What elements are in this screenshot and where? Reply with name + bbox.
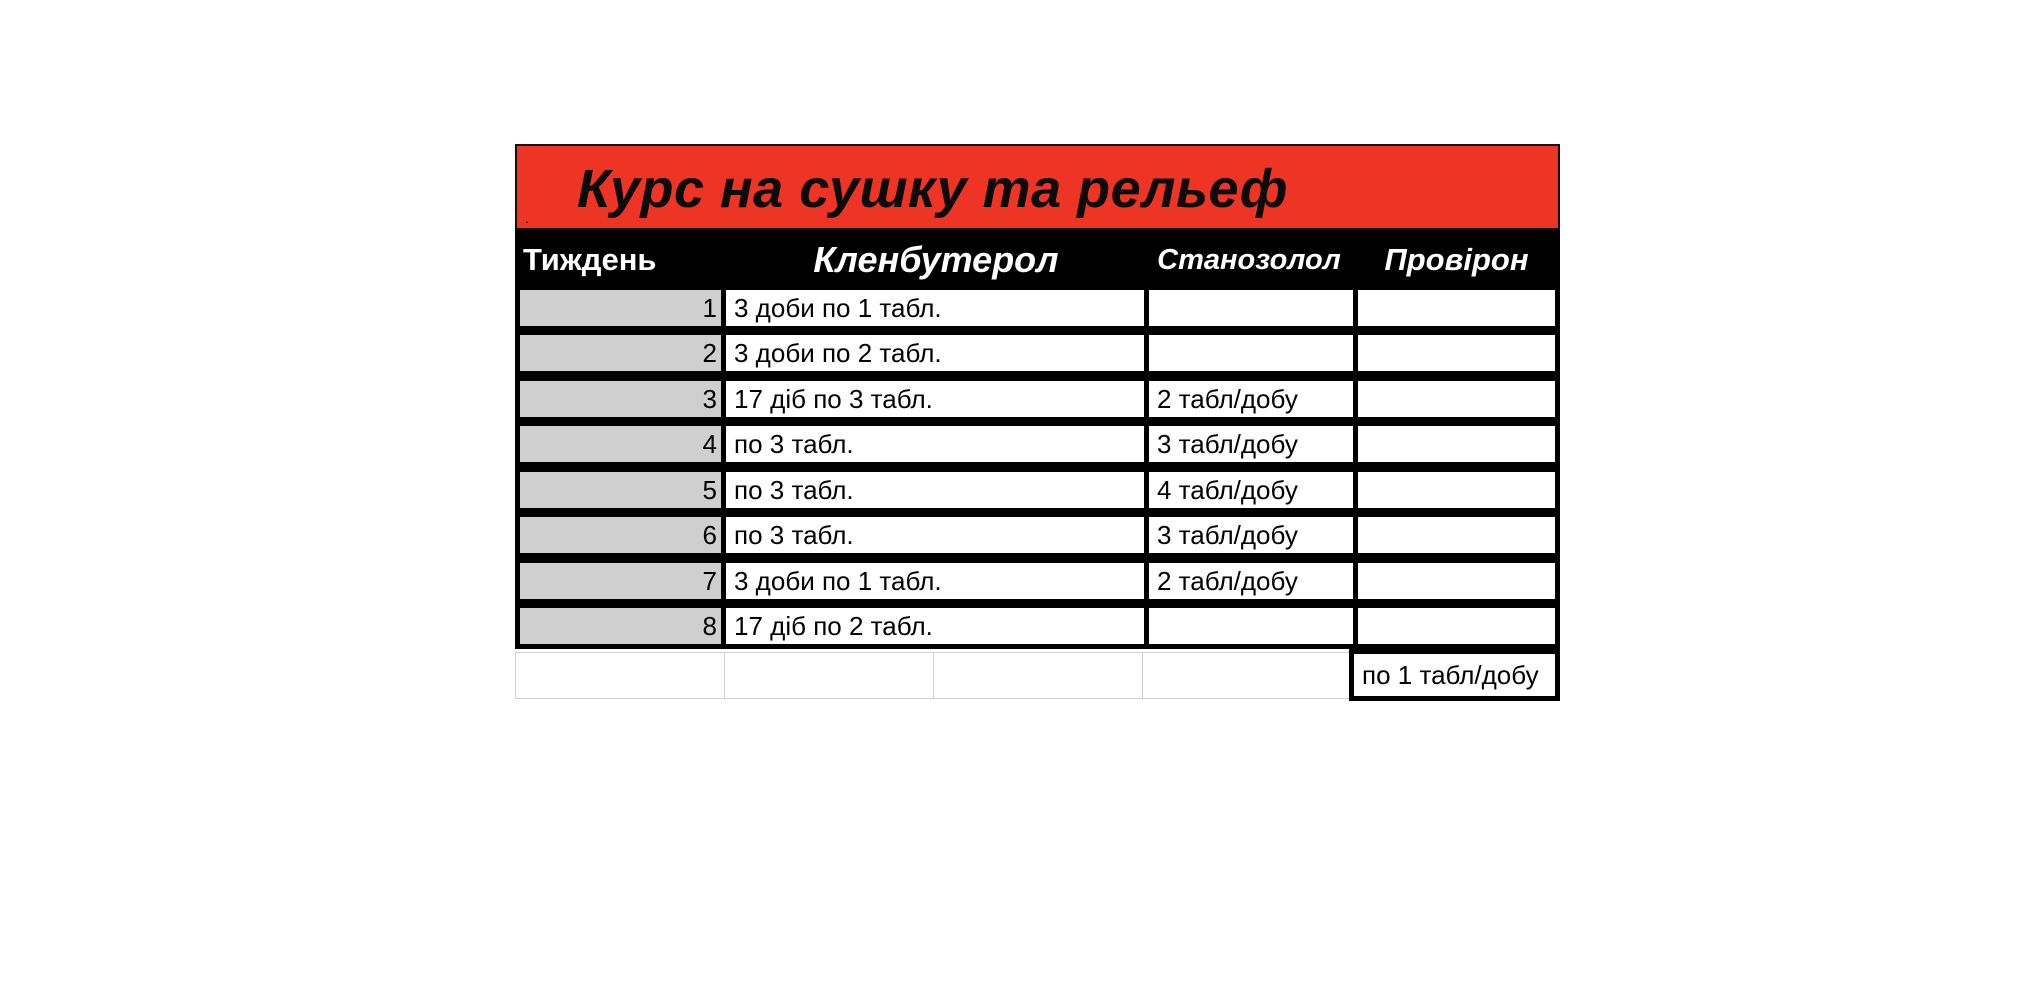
week-cell[interactable]: 4	[515, 421, 726, 467]
table-title[interactable]: Курс на сушку та рельеф	[577, 159, 1288, 219]
stanozolol-cell[interactable]: 3 табл/добу	[1144, 421, 1358, 467]
stanozolol-cell[interactable]: 2 табл/добу	[1144, 376, 1358, 422]
proviron-dosage-note[interactable]: по 1 табл/добу	[1349, 649, 1560, 701]
clenbuterol-cell[interactable]: по 3 табл.	[721, 467, 1149, 513]
clenbuterol-cell[interactable]: 17 діб по 2 табл.	[721, 603, 1149, 649]
proviron-cell[interactable]	[1353, 376, 1560, 422]
stanozolol-cell[interactable]: 4 табл/добу	[1144, 467, 1358, 513]
stanozolol-cell[interactable]	[1144, 330, 1358, 376]
proviron-cell[interactable]	[1353, 467, 1560, 513]
proviron-cell[interactable]	[1353, 512, 1560, 558]
stanozolol-cell[interactable]: 3 табл/добу	[1144, 512, 1358, 558]
proviron-cell[interactable]	[1353, 421, 1560, 467]
week-cell[interactable]: 3	[515, 376, 726, 422]
proviron-cell[interactable]	[1353, 558, 1560, 604]
header-stanozolol[interactable]: Станозолол	[1157, 243, 1341, 276]
stanozolol-cell[interactable]: 2 табл/добу	[1144, 558, 1358, 604]
clenbuterol-cell[interactable]: по 3 табл.	[721, 512, 1149, 558]
week-cell[interactable]: 5	[515, 467, 726, 513]
proviron-cell[interactable]	[1353, 330, 1560, 376]
clenbuterol-cell[interactable]: по 3 табл.	[721, 421, 1149, 467]
empty-cell[interactable]	[515, 652, 725, 699]
week-cell[interactable]: 1	[515, 285, 726, 331]
week-cell[interactable]: 6	[515, 512, 726, 558]
empty-cell[interactable]	[724, 652, 934, 699]
header-week[interactable]: Тиждень	[523, 242, 657, 277]
proviron-cell[interactable]	[1353, 603, 1560, 649]
week-cell[interactable]: 8	[515, 603, 726, 649]
stanozolol-cell[interactable]	[1144, 603, 1358, 649]
header-clenbuterol[interactable]: Кленбутерол	[813, 239, 1059, 280]
title-marker: .	[525, 210, 529, 226]
clenbuterol-cell[interactable]: 17 діб по 3 табл.	[721, 376, 1149, 422]
stanozolol-cell[interactable]	[1144, 285, 1358, 331]
title-banner	[515, 144, 1560, 230]
week-cell[interactable]: 7	[515, 558, 726, 604]
empty-cell[interactable]	[1142, 652, 1352, 699]
clenbuterol-cell[interactable]: 3 доби по 1 табл.	[721, 285, 1149, 331]
clenbuterol-cell[interactable]: 3 доби по 2 табл.	[721, 330, 1149, 376]
header-proviron[interactable]: Провірон	[1384, 242, 1529, 277]
empty-cell[interactable]	[933, 652, 1143, 699]
proviron-cell[interactable]	[1353, 285, 1560, 331]
clenbuterol-cell[interactable]: 3 доби по 1 табл.	[721, 558, 1149, 604]
week-cell[interactable]: 2	[515, 330, 726, 376]
